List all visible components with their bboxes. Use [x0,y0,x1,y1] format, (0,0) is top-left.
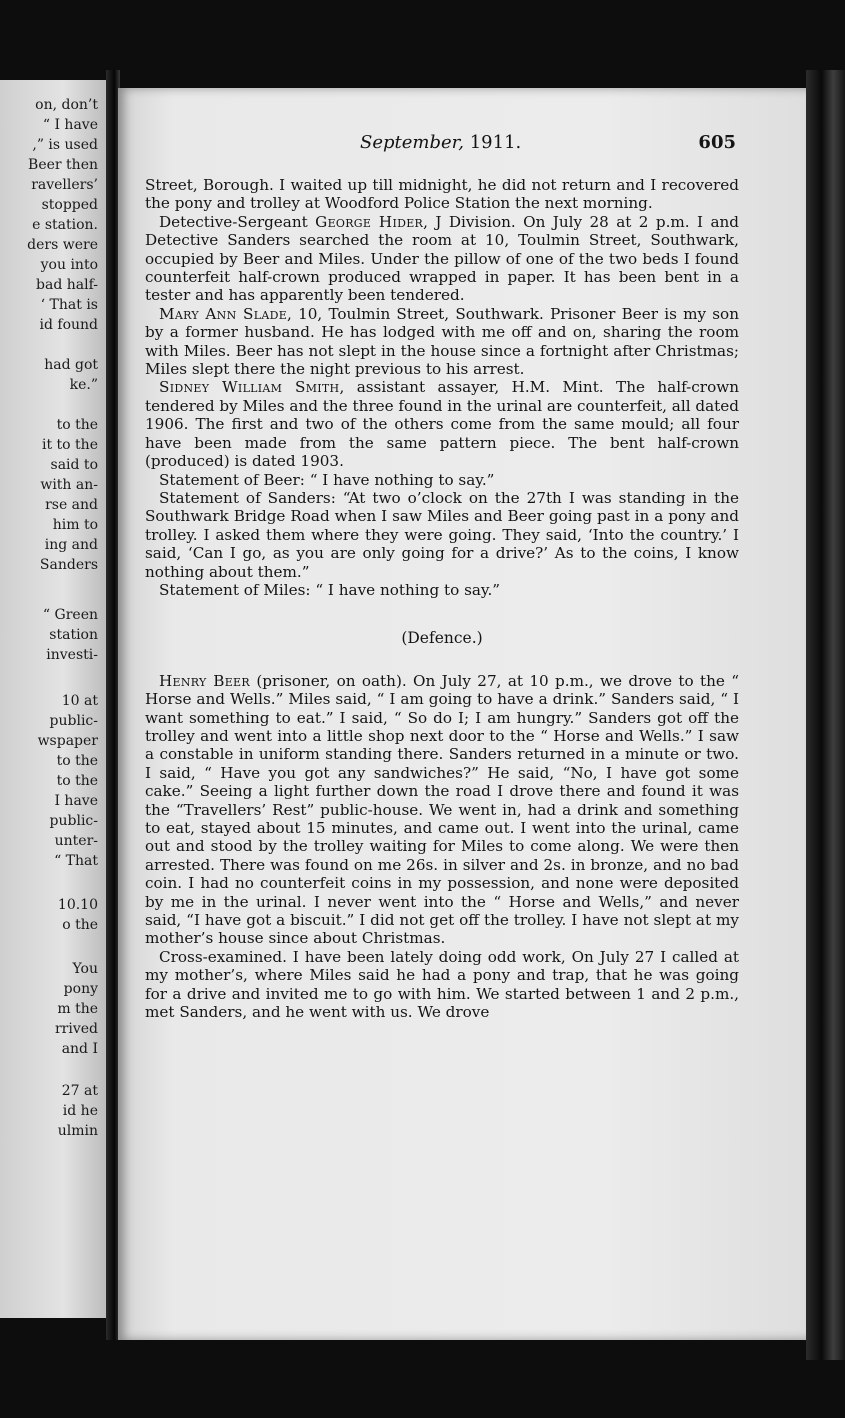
facing-page-line: m the [57,1001,98,1017]
testimony-paragraphs [145,176,739,599]
facing-page-line: and I [61,1041,98,1057]
facing-page-line: “ Green [42,607,98,623]
book-edge [806,70,845,1360]
facing-page-line: id he [62,1103,98,1119]
paragraph [145,378,739,470]
facing-page-line: 10.10 [57,897,98,913]
running-header [360,132,736,158]
witness-name: Sidney William Smith [159,378,340,397]
paragraph-text: , 10, Toulmin Street, Southwark. Prisoner Beer is my son by a former husband. He has lodged with me off and on, sharing the room with Miles. Beer has not slept in the house since a fortnight after Christmas; Miles slept there the night previous to his arrest. [145,304,739,379]
witness-title: Detective-Sergeant [159,212,316,231]
paragraph [145,672,739,948]
facing-page [0,80,106,1318]
facing-page-line: with an- [40,477,98,493]
paragraph [145,176,739,213]
facing-page-line: ders were [27,237,98,253]
paragraph [145,213,739,305]
facing-page-line: 10 at [61,693,98,709]
facing-page-line: ‘ That is [40,297,98,313]
facing-page-line: “ That [54,853,98,869]
facing-page-line: wspaper [37,733,98,749]
facing-page-line: to the [56,773,98,789]
facing-page-line: e station. [32,217,98,233]
page-number: 605 [698,132,736,153]
running-title: September, [360,132,464,153]
paragraph-text: Cross-examined. I have been lately doing odd work, On July 27 I called at my mother’s, where Miles said he had a pony and trap, that he was going for a drive and invited me to go with him. We started between 1 and 2 p.m., met Sanders, and he went with us. We drove [145,947,739,1022]
paragraph-text: Statement of Sanders: “At two o’clock on the 27th I was standing in the Southwark Bridge Road when I saw Miles and Beer going past in a pony and trolley. I asked them where they were going. They said, ‘Into the country.’ I said, ‘Can I go, as you are only going for a drive?’ As to the coins, I know nothing about them.” [145,488,739,581]
facing-page-line: You [72,961,98,977]
paragraph-text: , J Division. On July 28 at 2 p.m. I and Detective Sanders searched the room at 10, Toulmin Street, Southwark, occupied by Beer and Miles. Under the pillow of one of the two beds I found counterfeit half-crown produced wrapped in paper. It has been bent in a tester and has apparently been tendered. [145,212,740,305]
paragraph-text: , assistant assayer, H.M. Mint. The half-crown tendered by Miles and the three found in the urinal are counterfeit, all dated 1906. The first and two of the others come from the same mould; all four have been made from the same pattern piece. The bent half-crown (produced) is dated 1903. [145,378,739,471]
facing-page-line: on, don’t [35,97,98,113]
facing-page-line: investi- [46,647,98,663]
section-heading: (Defence.) [401,629,483,648]
facing-page-line: to the [56,753,98,769]
paragraph [145,581,739,599]
facing-page-line: it to the [42,437,98,453]
facing-page-line: to the [56,417,98,433]
facing-page-line: ing and [44,537,98,553]
paragraph-text: Street, Borough. I waited up till midnight, he did not return and I recovered the pony and trolley at Woodford Police Station the next morning. [145,176,739,213]
defence-paragraphs [145,672,739,1022]
facing-page-line: had got [44,357,98,373]
facing-page-line: public- [49,713,98,729]
paragraph [145,305,739,379]
facing-page-line: said to [50,457,98,473]
header-year: 1911. [469,132,522,153]
facing-page-line: I have [54,793,98,809]
facing-page-line: stopped [41,197,98,213]
facing-page-line: unter- [54,833,98,849]
witness-name: Henry Beer [159,671,250,690]
paragraph [145,489,739,581]
facing-page-line: rse and [45,497,98,513]
facing-page-line: you into [40,257,98,273]
facing-page-line: Sanders [39,557,98,573]
facing-page-line: public- [49,813,98,829]
paragraph-text: Statement of Beer: “ I have nothing to say.” [159,470,495,489]
paragraph-text: Statement of Miles: “ I have nothing to say.” [159,580,501,599]
witness-name: Mary Ann Slade [159,304,288,323]
paragraph [145,948,739,1022]
paragraph-text: (prisoner, on oath). On July 27, at 10 p.m., we drove to the “ Horse and Wells.” Miles said, “ I am going to have a drink.” Sanders said, “ I want something to eat.” I said, “ So do I; I am hungry.” Sanders got off the trolley and went into a little shop next door to the “ Horse and Wells.” I saw a constable in uniform standing there. Sanders returned in a minute or two. I said, “ Have you got any sandwiches?” He said, “No, I have got some cake.” Seeing a light further down the road I drove there and found it was the “Travellers’ Rest” public-house. We went in, had a drink and something to eat, stayed about 15 minutes, and came out. I went into the urinal, came out and stood by the trolley waiting for Miles to come along. We were then arrested. There was found on me 26s. in silver and 2s. in bronze, and no bad coin. I had no counterfeit coins in my possession, and none were deposited by me in the urinal. I never went into the “ Horse and Wells,” and never said, “I have got a biscuit.” I did not get off the trolley. I have not slept at my mother’s house since about Christmas. [145,671,739,948]
page-body [145,176,739,1021]
facing-page-line: ravellers’ [31,177,98,193]
facing-page-line: ke.” [69,377,98,393]
facing-page-line: ulmin [57,1123,98,1139]
facing-page-line: “ I have [42,117,98,133]
facing-page-line: id found [39,317,98,333]
facing-page-line: Beer then [28,157,98,173]
facing-page-line: pony [63,981,98,997]
facing-page-line: him to [52,517,98,533]
witness-name: George Hider [315,212,424,231]
facing-page-line: o the [62,917,98,933]
facing-page-line: rrived [54,1021,98,1037]
facing-page-line: 27 at [61,1083,98,1099]
facing-page-line: ,” is used [32,137,98,153]
paragraph [145,471,739,489]
facing-page-line: station [49,627,98,643]
facing-page-line: bad half- [36,277,98,293]
